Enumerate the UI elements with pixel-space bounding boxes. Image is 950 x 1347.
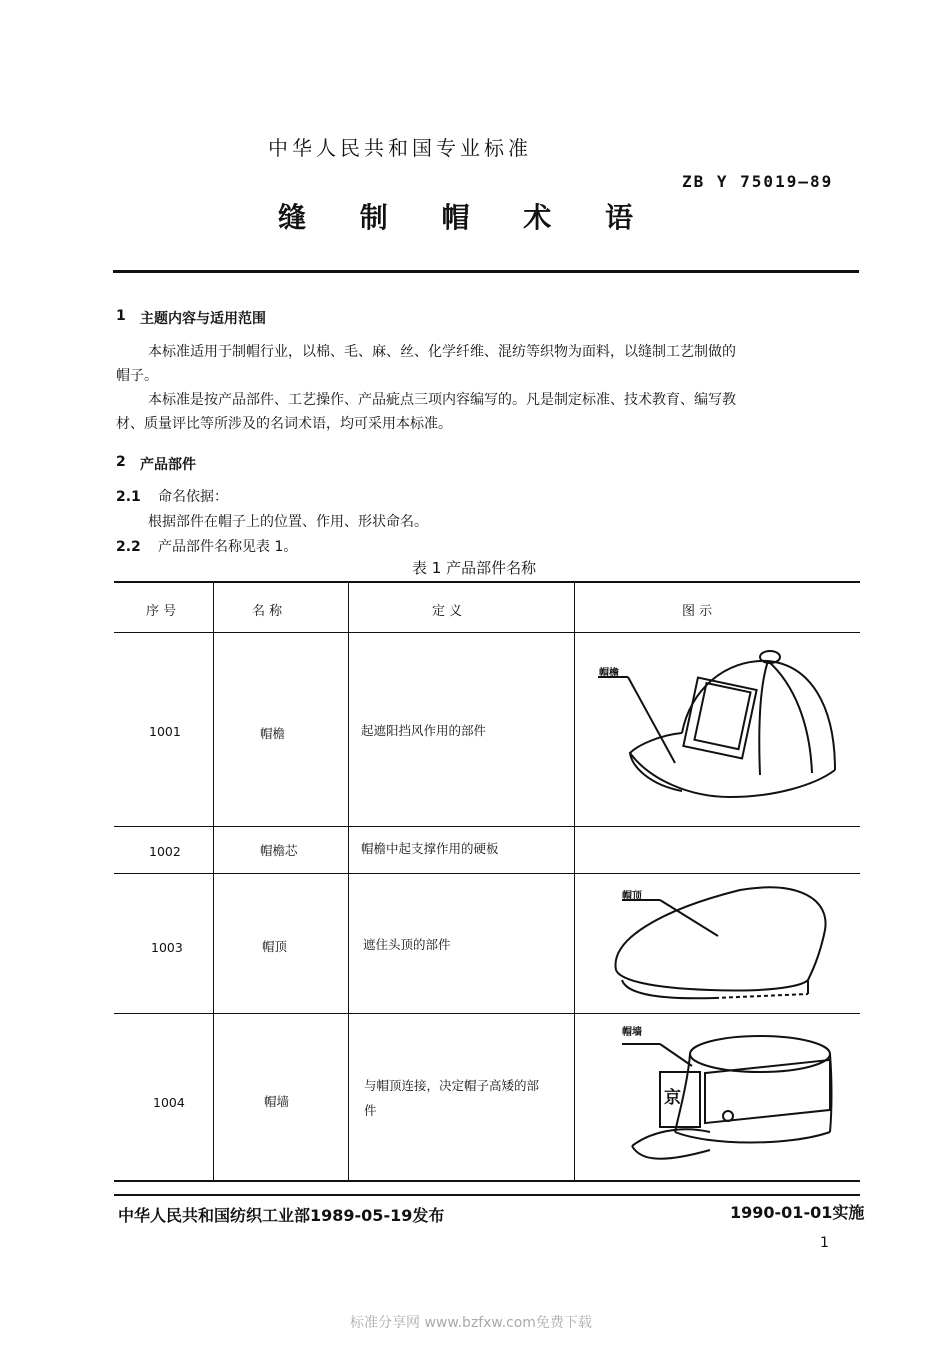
clause-2-1-body: 根据部件在帽子上的位置、作用、形状命名。 (148, 514, 428, 530)
section-1-number: 1 (116, 308, 126, 324)
table-col-divider (574, 583, 575, 1180)
site-watermark: 标准分享网 www.bzfxw.com免费下载 (350, 1315, 592, 1331)
issuer-heading: 中华人民共和国专业标准 (268, 136, 532, 160)
row-1004-no: 1004 (153, 1095, 185, 1110)
publication-line: 中华人民共和国纺织工业部1989-05-19发布 (118, 1206, 445, 1225)
table-top-rule (114, 581, 860, 583)
header-name: 名 称 (252, 604, 283, 619)
table-col-divider (213, 583, 214, 1180)
table-col-divider (348, 583, 349, 1180)
section-1-para-2b: 材、质量评比等所涉及的名词术语，均可采用本标准。 (116, 416, 452, 432)
page-number: 1 (820, 1235, 829, 1251)
row-1001-definition: 起遮阳挡风作用的部件 (361, 723, 487, 738)
header-no: 序 号 (146, 604, 177, 619)
row-1003-figure-label: 帽顶 (622, 891, 642, 902)
table-row-rule (114, 873, 860, 874)
section-1-para-1a: 本标准适用于制帽行业，以棉、毛、麻、丝、化学纤维、混纺等织物为面料，以缝制工艺制做的 (148, 344, 736, 360)
table-row-rule (114, 1013, 860, 1014)
row-1002-no: 1002 (149, 844, 181, 859)
clause-2-1-text: 命名依据： (158, 489, 228, 505)
row-1001-figure-label: 帽檐 (599, 668, 619, 679)
row-1001-no: 1001 (149, 724, 181, 739)
row-1004-figure-label: 帽墙 (622, 1027, 642, 1038)
row-1003-definition: 遮住头顶的部件 (363, 937, 451, 952)
implementation-date: 1990-01-01实施 (730, 1203, 865, 1222)
section-1-title: 主题内容与适用范围 (140, 311, 266, 327)
row-1003-name: 帽顶 (262, 939, 288, 954)
header-definition: 定 义 (432, 604, 463, 619)
clause-2-1-number: 2.1 (116, 489, 141, 505)
table-row-rule (114, 826, 860, 827)
cap-badge-character: 京 (664, 1088, 681, 1108)
row-1004-definition-line-2: 件 (364, 1103, 377, 1118)
table-bottom-rule (114, 1180, 860, 1182)
row-1001-name: 帽檐 (260, 726, 286, 741)
row-1002-definition: 帽檐中起支撑作用的硬板 (361, 841, 499, 856)
document-title: 缝 制 帽 术 语 (278, 201, 655, 234)
clause-2-2-number: 2.2 (116, 539, 141, 555)
baseball-cap-illustration (590, 645, 850, 805)
section-1-para-1b: 帽子。 (116, 368, 158, 384)
row-1004-definition-line-1: 与帽顶连接，决定帽子高矮的部 (364, 1078, 540, 1093)
table-caption: 表 1 产品部件名称 (412, 559, 537, 577)
table-header-rule (114, 632, 860, 633)
title-rule (113, 270, 859, 273)
badge-cap-illustration (620, 1020, 845, 1170)
row-1003-no: 1003 (151, 940, 183, 955)
standard-number: ZB Y 75019—89 (682, 172, 834, 191)
clause-2-2-text: 产品部件名称见表 1。 (158, 539, 298, 555)
section-1-para-2a: 本标准是按产品部件、工艺操作、产品疵点三项内容编写的。凡是制定标准、技术教育、编写教 (148, 392, 736, 408)
section-2-number: 2 (116, 454, 126, 470)
peaked-cap-illustration (600, 880, 840, 1010)
footer-rule (114, 1194, 860, 1196)
row-1002-name: 帽檐芯 (260, 843, 298, 858)
row-1004-name: 帽墙 (264, 1094, 290, 1109)
section-2-title: 产品部件 (140, 457, 196, 473)
header-illustration: 图 示 (682, 604, 713, 619)
